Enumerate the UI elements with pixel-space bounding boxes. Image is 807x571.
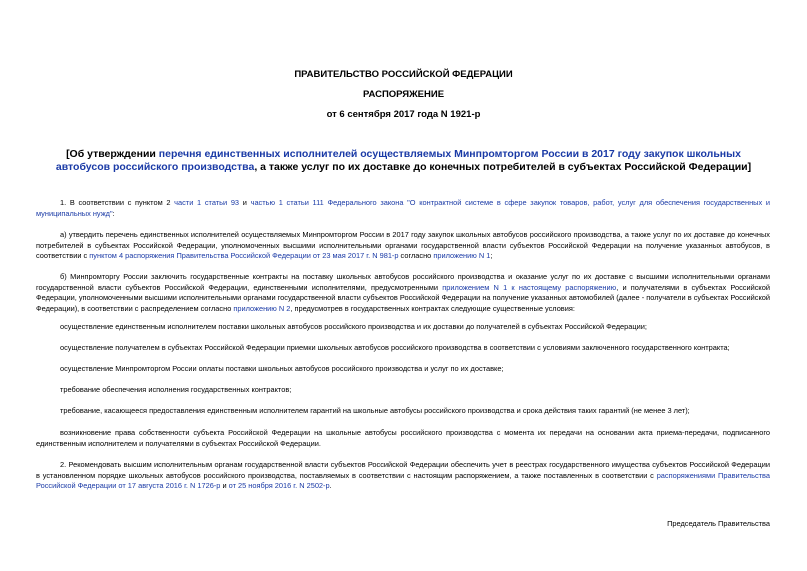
date-number-heading: от 6 сентября 2017 года N 1921-р	[326, 109, 481, 120]
p1-text-2: и	[239, 198, 251, 207]
pb-text-2: , и получателями в субъектах Российской Федерации, уполномоченными высшими исполнительными органами государственной власти субъектов Российской Федерации на получение указанных автомобилей (далее - получатели в субъектах Российской Федерации), в соответствии с распределением согласно	[36, 282, 770, 313]
pb-link-2[interactable]: приложению N 2	[233, 303, 291, 313]
pa-link-2[interactable]: приложению N 1	[433, 251, 491, 260]
paragraph-b	[36, 272, 770, 314]
p1-text-1: 1. В соответствии с пунктом 2	[60, 198, 175, 207]
document-title	[40, 148, 767, 174]
pa-text-2: согласно	[398, 251, 434, 260]
p2-link-2[interactable]: от 25 ноября 2016 г. N 2502-р	[228, 481, 330, 490]
paragraph-a	[36, 230, 770, 262]
condition-item-6: возникновение права собственности субъекта Российской Федерации на школьные автобусы российского производства с момента их передачи на основании акта приема-передачи, подписанного единственным исполнителем и получателями в субъектах Российской Федерации.	[36, 428, 770, 448]
p1-text-3: :	[112, 208, 115, 218]
condition-item-4: требование обеспечения исполнения государственных контрактов;	[60, 385, 292, 394]
title-link[interactable]: перечня единственных исполнителей осуществляемых Минпромторгом России в 2017 году закупок школьных автобусов российского производства	[55, 148, 741, 173]
title-prefix: [Об утверждении	[66, 148, 159, 160]
pb-link-1[interactable]: приложением N 1 к настоящему распоряжению	[442, 282, 617, 292]
p1-link-2[interactable]: частью 1 статьи 111 Федерального закона "О контрактной системе в сфере закупок товаров, работ, услуг для обеспечения государственных и муниципальных нужд"	[36, 198, 770, 218]
org-heading: ПРАВИТЕЛЬСТВО РОССИЙСКОЙ ФЕДЕРАЦИИ	[294, 69, 513, 80]
pb-text-1: б) Минпромторгу России заключить государственные контракты на поставку школьных автобусов российского производства и оказание услуг по их доставке с высшими исполнительными органами государственной власти субъектов Российской Федерации, единственными исполнителями, предусмотренными	[36, 272, 770, 292]
condition-item-1: осуществление единственным исполнителем поставки школьных автобусов российского производства и их доставки до получателей в субъектах Российской Федерации;	[60, 322, 647, 331]
pa-text-1: а) утвердить перечень единственных исполнителей осуществляемых Минпромторгом России в 2017 году закупок школьных автобусов российского производства, а также услуг по их доставке до конечных потребителей в субъектах Российской Федерации, уполномоченных высшими исполнительными органами государственной власти субъектов Российской Федерации на получение указанных автобусов, в соответствии с	[36, 230, 770, 260]
pb-text-3: , предусмотрев в государственных контрактах следующие существенные условия:	[290, 303, 575, 313]
condition-item-5: требование, касающееся предоставления единственным исполнителем гарантий на школьные автобусы российского производства и срока действия таких гарантий (не менее 3 лет);	[60, 406, 690, 415]
paragraph-2	[36, 460, 770, 492]
title-suffix: , а также услуг по их доставке до конечных потребителей в субъектах Российской Федерации]	[254, 161, 752, 173]
pa-link-1[interactable]: пунктом 4 распоряжения Правительства Российской Федерации от 23 мая 2017 г. N 981-р	[89, 251, 399, 260]
condition-item-3: осуществление Минпромторгом России оплаты поставки школьных автобусов российского производства и услуг по их доставке;	[60, 364, 504, 373]
paragraph-1	[36, 198, 770, 219]
p1-link-1[interactable]: части 1 статьи 93	[174, 198, 240, 207]
p2-link-1[interactable]: распоряжениями Правительства Российской Федерации от 17 августа 2016 г. N 1726-р	[36, 470, 770, 490]
doc-type-heading: РАСПОРЯЖЕНИЕ	[362, 89, 445, 100]
condition-item-2: осуществление получателем в субъектах Российской Федерации приемки школьных автобусов российского производства в соответствии с условиями заключенного государственного контракта;	[60, 343, 730, 352]
p2-text-2: и	[220, 481, 229, 490]
pa-text-3: ;	[490, 251, 493, 260]
p2-text-1: 2. Рекомендовать высшим исполнительным органам государственной власти субъектов Российской Федерации обеспечить учет в реестрах государственного имущества субъектов Российской Федерации в установленном порядке школьных автобусов российского производства, поставляемых в соответствии с настоящим распоряжением, а также поставленных в соответствии с	[36, 460, 770, 480]
signature: Председатель Правительства	[667, 519, 770, 528]
p2-text-3: .	[329, 481, 332, 490]
